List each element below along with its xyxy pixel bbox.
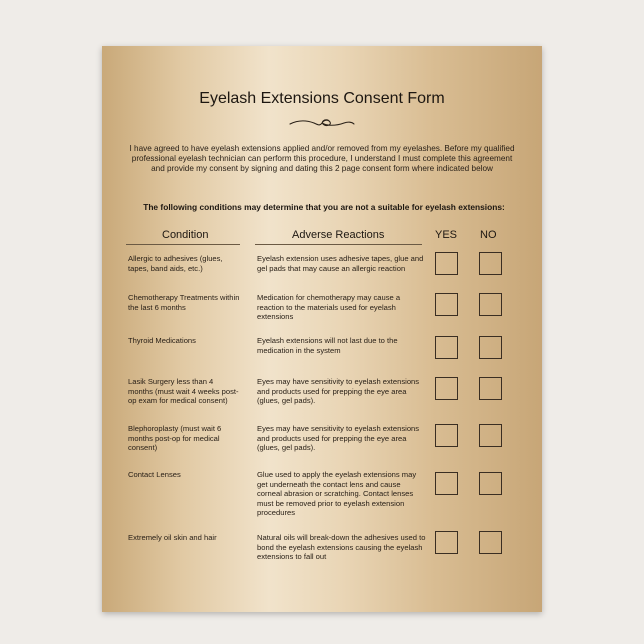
condition-cell: Chemotherapy Treatments within the last 6 months [128,293,240,312]
yes-checkbox[interactable] [435,377,458,400]
adverse-cell: Medication for chemotherapy may cause a reaction to the materials used for eyelash extensions [257,293,401,321]
no-checkbox[interactable] [479,472,502,495]
yes-checkbox[interactable] [435,531,458,554]
condition-cell: Extremely oil skin and hair [128,533,217,542]
yes-checkbox[interactable] [435,424,458,447]
adverse-cell: Natural oils will break-down the adhesives used to bond the eyelash extensions causing the eyelash extensions to fall out [257,533,426,561]
no-checkbox[interactable] [479,377,502,400]
condition-cell: Blephoroplasty (must wait 6 months post-op for medical consent) [128,424,222,452]
intro-paragraph: I have agreed to have eyelash extensions applied and/or removed from my eyelashes. Before my qualified professional eyelash technician can perform this procedure, I understand I must complete this agreement and provide my consent by signing and dating this 2 page consent form where indicated below [129,144,515,173]
adverse-cell: Glue used to apply the eyelash extensions may get underneath the contact lens and cause corneal abrasion or scratching. Contact lenses must be removed prior to eyelash extension procedures [257,470,417,517]
condition-column-header: Condition [162,229,209,241]
no-checkbox[interactable] [479,252,502,275]
conditions-heading: The following conditions may determine that you are not a suitable for eyelash extensions: [143,202,505,212]
adverse-cell: Eyes may have sensitivity to eyelash extensions and products used for prepping the eye area (glues, gel pads). [257,377,420,405]
adverse-header-divider [255,244,422,245]
adverse-cell: Eyelash extensions will not last due to the medication in the system [257,336,398,355]
yes-checkbox[interactable] [435,472,458,495]
consent-form-sheet [102,46,542,612]
condition-cell: Thyroid Medications [128,336,196,345]
yes-checkbox[interactable] [435,336,458,359]
no-checkbox[interactable] [479,424,502,447]
no-checkbox[interactable] [479,531,502,554]
yes-column-header: YES [435,229,458,241]
adverse-column-header: Adverse Reactions [292,229,385,241]
condition-cell: Contact Lenses [128,470,181,479]
flourish-ornament-icon [288,116,356,130]
adverse-cell: Eyes may have sensitivity to eyelash extensions and products used for prepping the eye area (glues, gel pads). [257,424,420,452]
yes-checkbox[interactable] [435,252,458,275]
form-title: Eyelash Extensions Consent Form [199,90,445,107]
no-checkbox[interactable] [479,336,502,359]
condition-cell: Lasik Surgery less than 4 months (must wait 4 weeks post-op exam for medical consent) [128,377,239,405]
adverse-cell: Eyelash extension uses adhesive tapes, glue and gel pads that may cause an allergic reaction [257,254,424,273]
yes-checkbox[interactable] [435,293,458,316]
no-checkbox[interactable] [479,293,502,316]
condition-header-divider [126,244,240,245]
no-column-header: NO [480,229,497,241]
condition-cell: Allergic to adhesives (glues, tapes, band aids, etc.) [128,254,223,273]
